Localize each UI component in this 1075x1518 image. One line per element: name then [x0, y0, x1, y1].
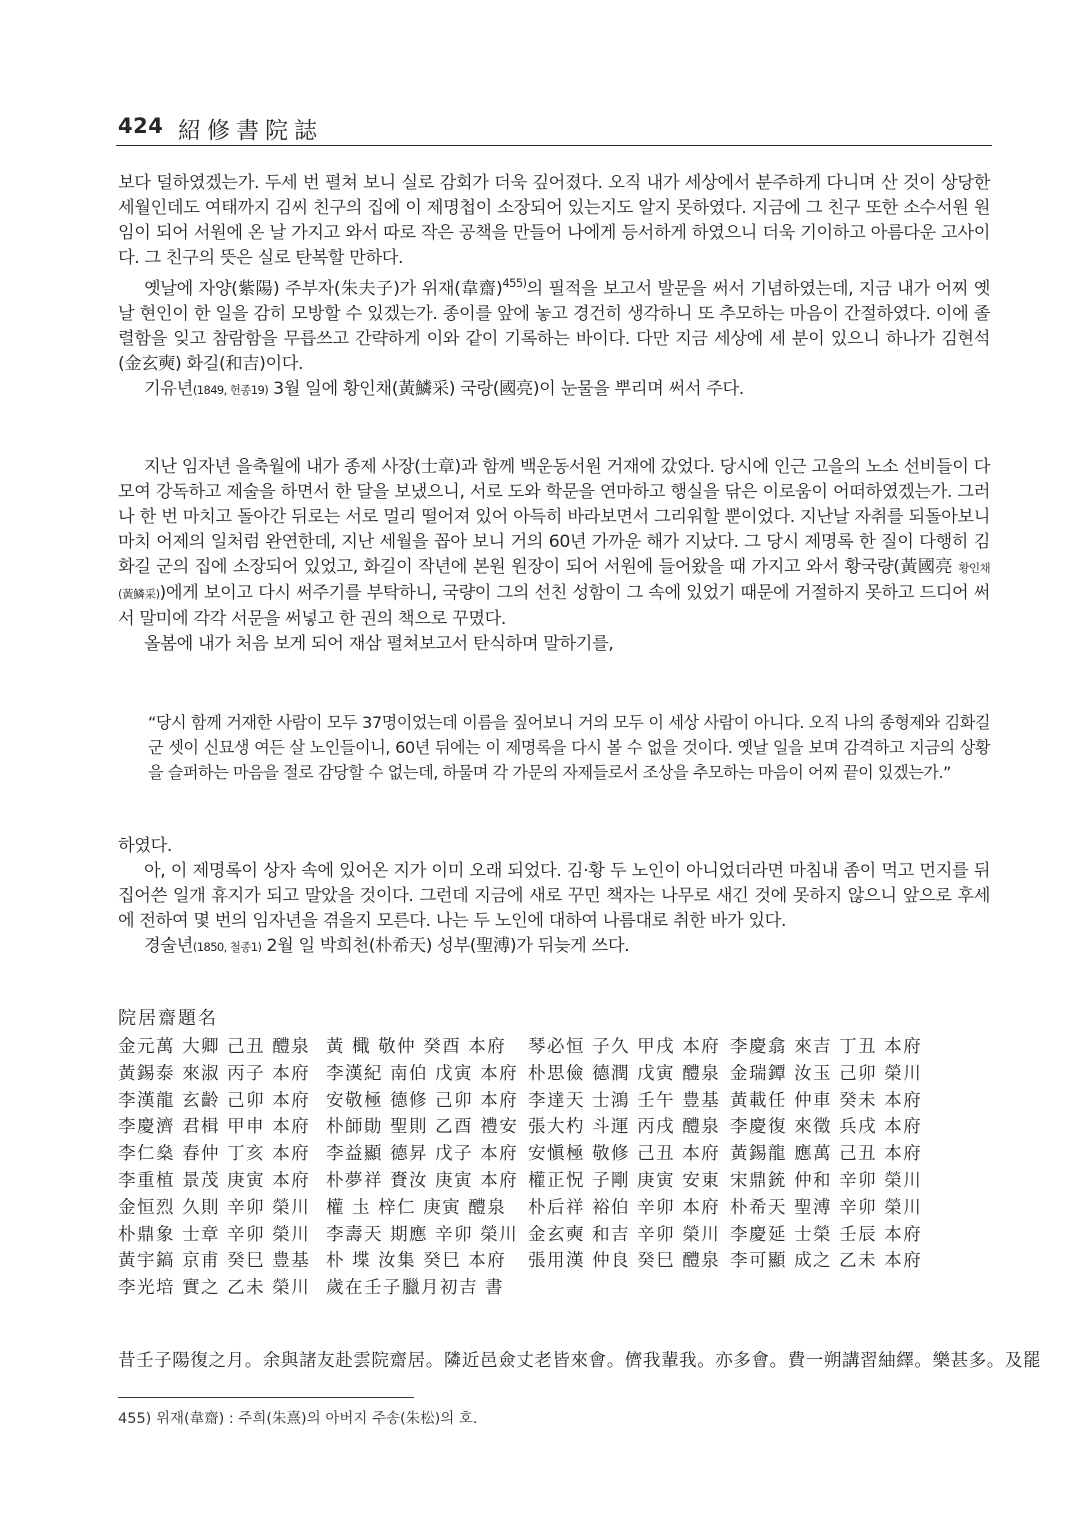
name-row — [118, 1060, 978, 1087]
name-entry: 琴必恒 子久 甲戌 本府 — [528, 1037, 721, 1057]
name-entry: 黃錫龍 應萬 己丑 本府 — [730, 1144, 923, 1165]
list-title: 院居齋題名 — [118, 1008, 218, 1029]
page-header — [118, 114, 990, 146]
paragraph — [118, 455, 990, 632]
name-entry: 李慶濟 君楫 甲申 本府 — [118, 1117, 311, 1138]
paragraph: 하였다. — [118, 836, 172, 856]
name-entry: 權 圡 梓仁 庚寅 醴泉 — [326, 1197, 507, 1218]
paragraph — [118, 271, 990, 377]
paragraph-text: )에게 보이고 다시 써주기를 부탁하니, 국량이 그의 선친 성함이 그 속에 있었기 때문에 거절하지 못하고 드디어 써서 말미에 각각 서문을 써넣고 한 권의 책으로 꾸몄다. — [118, 583, 990, 629]
name-entry: 金瑞鐔 汝玉 己卯 榮川 — [730, 1063, 923, 1084]
name-row — [118, 1247, 978, 1274]
name-entry: 朴希天 聖溥 辛卯 榮川 — [730, 1197, 923, 1218]
paragraph: 보다 덜하였겠는가. 두세 번 펼쳐 보니 실로 감회가 더욱 깊어졌다. 오직 내가 세상에서 분주하게 다니며 산 것이 상당한 세월인데도 여태까지 김씨 친구의 집에 이 제명첩이 소장되어 있는지도 알지 못하였다. 지금에 그 친구 또한 소수서원 원임이 되어 서원에 온 날 가지고 와서 따로 작은 공책을 만들어 나에게 등서하게 하였으니 더욱 기이하고 아름다운 고사이다. 그 친구의 뜻은 실로 탄복할 만하다. — [118, 173, 990, 268]
page-number: 424 — [118, 114, 164, 138]
paragraph: 아, 이 제명록이 상자 속에 있어온 지가 이미 오래 되었다. 김·황 두 노인이 아니었더라면 마침내 좀이 먹고 먼지를 뒤집어쓴 일개 휴지가 되고 말았을 것이다. 그런데 지금에 새로 꾸민 책자는 나무로 새긴 것에 못하지 않으니 앞으로 후세에 전하여 몇 번의 임자년을 겪을지 모른다. 나는 두 노인에 대하여 나름대로 취한 바가 있다. — [118, 861, 990, 931]
name-entry: 黃宇鎬 京甫 癸巳 豊基 — [118, 1251, 311, 1272]
name-row — [118, 1087, 978, 1114]
name-entry: 李慶翕 來吉 丁丑 本府 — [730, 1037, 923, 1057]
paragraph-text: 의 필적을 보고서 발문을 써서 기념하였는데, 지금 내가 어찌 옛날 현인이 한 일을 감히 모방할 수 있겠는가. 종이를 앞에 놓고 경건히 생각하니 또 추모하는 마음이 간절하였다. 이에 졸렬함을 잊고 참람함을 무릅쓰고 간략하게 이와 같이 기록하는 바이다. 다만 지금 세상에 세 분이 있으니 하나가 김현석(金玄奭) 화길(和吉)이다. — [118, 278, 991, 374]
name-entry: 張大杓 斗運 丙戌 醴泉 — [528, 1117, 721, 1138]
name-entry: 李益顯 德昇 戊子 本府 — [326, 1144, 519, 1165]
classical-text-line: 昔壬子陽復之月。余與諸友赴雲院齋居。隣近邑僉丈老皆來會。儕我輩我。亦多會。費一朔講習紬繹。樂甚多。及罷 — [118, 1351, 1042, 1371]
name-row — [118, 1033, 978, 1060]
section-2-cont — [118, 834, 990, 960]
section-1 — [118, 171, 990, 403]
name-entry: 李仁燊 春仲 丁亥 本府 — [118, 1144, 311, 1165]
name-entry: 李慶延 士榮 壬辰 本府 — [730, 1224, 923, 1245]
name-row — [118, 1167, 978, 1194]
section-2 — [118, 455, 990, 657]
paragraph: 올봄에 내가 처음 보게 되어 재삼 펼쳐보고서 탄식하며 말하기를, — [144, 634, 614, 654]
block-quote — [148, 710, 990, 785]
date-text: 2월 일 박희천(朴希天) 성부(聖溥)가 뒤늦게 쓰다. — [261, 936, 630, 956]
name-entry: 安敬極 德修 己卯 本府 — [326, 1090, 519, 1111]
date-text: 경술년 — [144, 936, 193, 956]
name-entry: 李漢紀 南伯 戊寅 本府 — [326, 1063, 519, 1084]
paragraph-text: 지난 임자년 을축월에 내가 종제 사장(士章)과 함께 백운동서원 거재에 갔었다. 당시에 인근 고을의 노소 선비들이 다 모여 강독하고 제술을 하면서 한 달을 보냈으니, 서로 도와 학문을 연마하고 행실을 닦은 이로움이 어떠하였겠는가. 그러나 한 번 마치고 돌아간 뒤로는 서로 멀리 떨어져 있어 아득히 바라보면서 그리워할 뿐이었다. 지난날 자취를 되돌아보니 마치 어제의 일처럼 완연한데, 지난 세월을 꼽아 보니 거의 60년 가까운 해가 지났다. 그 당시 제명록 한 질이 다행히 김화길 군의 집에 소장되어 있었고, 화길이 작년에 본원 원장이 되어 서원에 들어왔을 때 가지고 와서 황국량(黃國亮 — [118, 457, 990, 577]
date-line — [118, 377, 990, 403]
name-entry: 黃載任 仲車 癸未 本府 — [730, 1090, 923, 1111]
inline-annotation: 황인채(黃鱗采) — [118, 561, 990, 601]
name-entry: 朴后祥 裕伯 辛卯 本府 — [528, 1197, 721, 1218]
date-text: 기유년 — [144, 378, 193, 399]
name-entry: 朴 堞 汝集 癸巳 本府 — [326, 1251, 507, 1272]
name-entry: 金元萬 大卿 己丑 醴泉 — [118, 1037, 311, 1057]
date-line — [118, 934, 990, 960]
name-entry: 李漢龍 玄齡 己卯 本府 — [118, 1090, 311, 1111]
name-entry: 李達天 士鴻 壬午 豊基 — [528, 1090, 721, 1111]
footnote-rule — [118, 1397, 414, 1398]
paragraph-text: 옛날에 자양(紫陽) 주부자(朱夫子)가 위재(韋齋) — [144, 278, 503, 299]
name-entry: 朴思儉 德潤 戊寅 醴泉 — [528, 1063, 721, 1084]
name-entry: 朴鼎象 士章 辛卯 榮川 — [118, 1224, 311, 1245]
name-entry: 李光培 實之 乙未 榮川 — [118, 1278, 311, 1299]
name-entry: 黃 檝 敬仲 癸酉 本府 — [326, 1037, 507, 1057]
name-entry: 朴夢祥 賚汝 庚寅 本府 — [326, 1170, 519, 1191]
name-row — [118, 1221, 978, 1248]
book-title: 紹修書院誌 — [178, 118, 323, 144]
name-entry: 宋鼎銃 仲和 辛卯 榮川 — [730, 1170, 923, 1191]
name-entry: 金玄奭 和吉 辛卯 榮川 — [528, 1224, 721, 1245]
name-entry: 李壽天 期應 辛卯 榮川 — [326, 1224, 519, 1245]
name-entry: 金恒烈 久則 辛卯 榮川 — [118, 1197, 311, 1218]
name-entry: 朴師勛 聖則 乙酉 禮安 — [326, 1117, 519, 1138]
name-entry: 李可顯 成之 乙未 本府 — [730, 1251, 923, 1272]
name-entry: 張用漢 仲良 癸巳 醴泉 — [528, 1251, 721, 1272]
date-annotation: (1850, 철종1) — [192, 940, 262, 954]
name-row — [118, 1274, 978, 1301]
name-row — [118, 1140, 978, 1167]
date-annotation: (1849, 헌종19) — [192, 382, 269, 397]
name-entry: 權正怳 子剛 庚寅 安東 — [528, 1170, 721, 1191]
footnote-ref: 455) — [502, 276, 527, 290]
name-entry: 李重植 景茂 庚寅 本府 — [118, 1170, 311, 1191]
footnote: 455) 위재(韋齋) : 주희(朱熹)의 아버지 주송(朱松)의 호. — [118, 1411, 478, 1427]
name-entry: 歲在壬子臘月初吉 書 — [326, 1278, 505, 1299]
name-entry: 安愼極 敬修 己丑 本府 — [528, 1144, 721, 1165]
name-list — [118, 1033, 978, 1301]
header-rule — [116, 145, 992, 146]
name-row — [118, 1113, 978, 1140]
name-entry: 李慶復 來徵 兵戌 本府 — [730, 1117, 923, 1138]
date-text: 3월 일에 황인채(黃鱗采) 국랑(國亮)이 눈물을 뿌리며 써서 주다. — [268, 378, 744, 399]
name-entry: 黃錫泰 來淑 丙子 本府 — [118, 1063, 311, 1084]
quote-text: “당시 함께 거재한 사람이 모두 37명이었는데 이름을 짚어보니 거의 모두 이 세상 사람이 아니다. 오직 나의 종형제와 김화길 군 셋이 신묘생 여든 살 노인들이니, 60년 뒤에는 이 제명록을 다시 볼 수 없을 것이다. 옛날 일을 보며 감격하고 지금의 상황을 슬퍼하는 마음을 절로 감당할 수 없는데, 하물며 각 가문의 자제들로서 조상을 추모하는 마음이 어찌 끝이 있겠는가.” — [148, 713, 990, 782]
name-row — [118, 1194, 978, 1221]
